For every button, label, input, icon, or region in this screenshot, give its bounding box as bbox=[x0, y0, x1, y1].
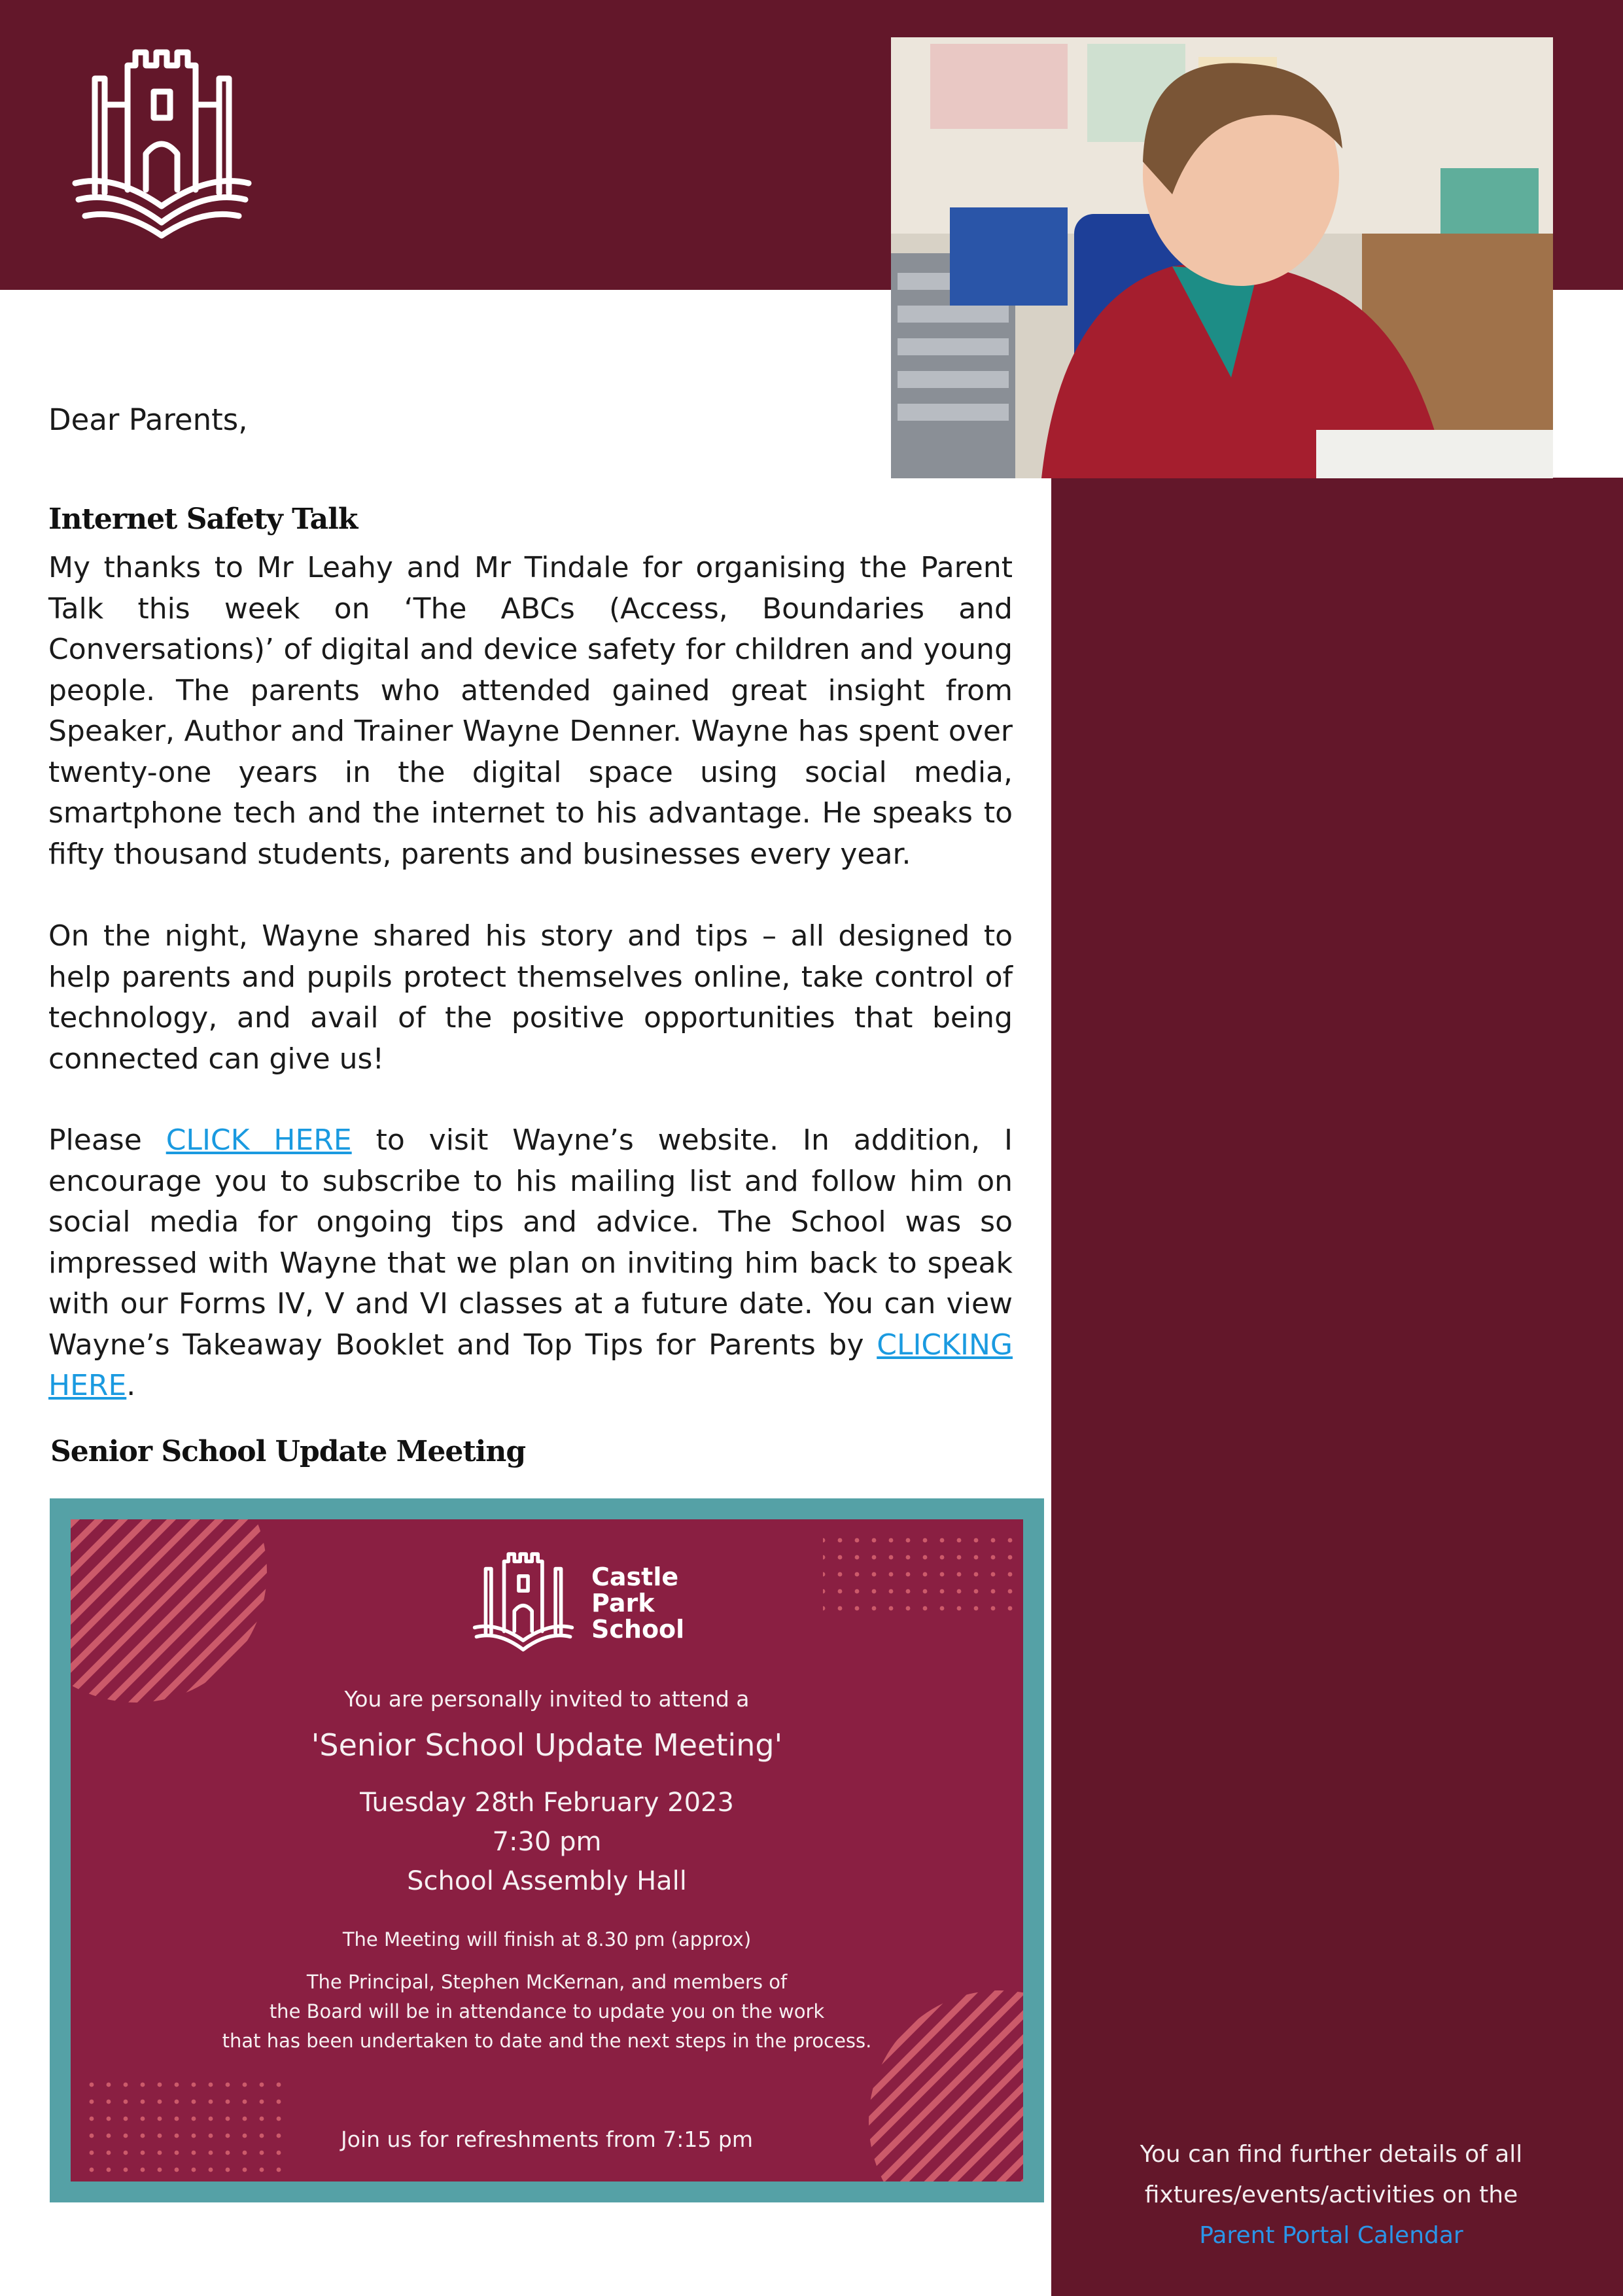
section-heading-senior-meeting: Senior School Update Meeting bbox=[50, 1435, 526, 1468]
para3-text-middle: to visit Wayne’s website. In addition, I encourage you to subscribe to his mailing list and follow him on social media for ongoing tips and advice. The School was so impressed with Wayne that we plan on inviting him back to speak with our Forms IV, V and VI classes at a future date. You can view Wayne’s Takeaway Booklet and Top Tips for Parents by bbox=[48, 1123, 1013, 1362]
invitation-venue: School Assembly Hall bbox=[407, 1866, 687, 1896]
invitation-card bbox=[50, 1498, 1044, 2202]
parent-portal-calendar-link[interactable]: Parent Portal Calendar bbox=[1199, 2222, 1463, 2249]
invitation-refreshments: Join us for refreshments from 7:15 pm bbox=[341, 2127, 753, 2152]
booklet-link[interactable]: CLICKING HERE bbox=[48, 1328, 1013, 1402]
invitation-board-line-2: the Board will be in attendance to update you on the work bbox=[269, 2000, 825, 2022]
internet-safety-paragraph-2: On the night, Wayne shared his story and tips – all designed to help parents and pupils protect themselves online, take control of technology, and avail of the positive opportunities that being connected can give us! bbox=[48, 919, 1013, 1076]
invitation-board-line-3: that has been undertaken to date and the next steps in the process. bbox=[222, 2030, 872, 2052]
invitation-title: 'Senior School Update Meeting' bbox=[311, 1727, 783, 1763]
section-heading-internet-safety: Internet Safety Talk bbox=[48, 503, 358, 536]
calendar-note-line-2: fixtures/events/activities on the bbox=[1144, 2181, 1518, 2208]
invitation-time: 7:30 pm bbox=[492, 1827, 602, 1857]
invitation-invited-line: You are personally invited to attend a bbox=[344, 1686, 750, 1712]
sidebar-panel bbox=[1051, 478, 1623, 2296]
internet-safety-paragraph-3 bbox=[48, 1120, 1013, 1407]
invitation-finish-time: The Meeting will finish at 8.30 pm (approx) bbox=[342, 1928, 752, 1951]
castle-book-logo-icon bbox=[69, 39, 255, 239]
website-link[interactable]: CLICK HERE bbox=[166, 1123, 352, 1157]
school-name-line-3: School bbox=[591, 1615, 685, 1644]
calendar-note-line-1: You can find further details of all bbox=[1140, 2141, 1523, 2168]
classroom-photo bbox=[891, 37, 1553, 478]
calendar-note bbox=[1089, 2134, 1573, 2256]
internet-safety-paragraph-1: My thanks to Mr Leahy and Mr Tindale for organising the Parent Talk this week on ‘The ABCs (Access, Boundaries and Conversations)’ of digital and device safety for children and young people. The parents who attended gained great insight from Speaker, Author and Trainer Wayne Denner. Wayne has spent over twenty-one years in the digital space using social media, smartphone tech and the internet to his advantage. He speaks to fifty thousand students, parents and businesses every year. bbox=[48, 551, 1013, 871]
invitation-inner bbox=[71, 1519, 1023, 2181]
invitation-school-name bbox=[591, 1564, 684, 1642]
para3-text-start: Please bbox=[48, 1123, 166, 1157]
greeting: Dear Parents, bbox=[48, 402, 248, 437]
para3-text-end: . bbox=[126, 1369, 136, 1402]
invitation-date: Tuesday 28th February 2023 bbox=[360, 1788, 734, 1818]
invitation-castle-icon bbox=[471, 1545, 576, 1660]
school-name-line-1: Castle bbox=[591, 1563, 679, 1591]
invitation-board-line-1: The Principal, Stephen McKernan, and members of bbox=[306, 1971, 788, 1993]
school-name-line-2: Park bbox=[591, 1589, 655, 1617]
